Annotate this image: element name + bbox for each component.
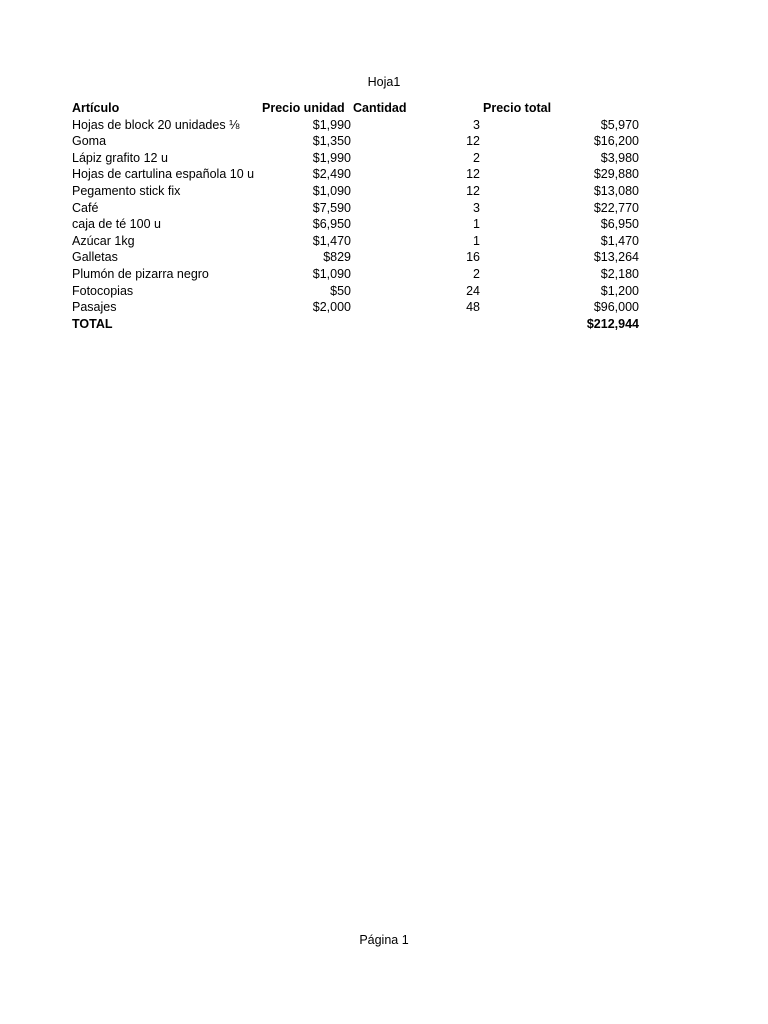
cell-item: Goma [72, 134, 107, 149]
table-row [72, 117, 642, 134]
table-row [72, 283, 642, 300]
cell-total-price: $1,470 [600, 233, 639, 248]
cell-unit-price: $7,590 [312, 200, 351, 215]
cell-quantity: 2 [473, 150, 480, 165]
cell-unit-price: $6,950 [312, 217, 351, 232]
cell-quantity: 12 [466, 167, 480, 182]
cell-total-price: $13,080 [593, 183, 639, 198]
table-row [72, 150, 642, 167]
page-number: Página 1 [359, 933, 409, 947]
cell-item: Café [72, 200, 99, 215]
cell-item: Azúcar 1kg [72, 233, 135, 248]
cell-unit-price: $1,090 [312, 266, 351, 281]
cell-total-price: $13,264 [593, 250, 639, 265]
column-header-quantity: Cantidad [353, 101, 407, 115]
cell-item: Hojas de block 20 unidades ⅛ [72, 117, 240, 132]
cell-item: Pasajes [72, 300, 117, 315]
spreadsheet-table [72, 100, 642, 332]
cell-item: Plumón de pizarra negro [72, 266, 209, 281]
cell-total-price: $1,200 [600, 283, 639, 298]
cell-quantity: 16 [466, 250, 480, 265]
total-label: TOTAL [72, 316, 113, 331]
cell-total-price: $2,180 [600, 266, 639, 281]
cell-quantity: 1 [473, 217, 480, 232]
cell-quantity: 2 [473, 266, 480, 281]
cell-quantity: 12 [466, 134, 480, 149]
cell-unit-price: $1,090 [312, 183, 351, 198]
cell-unit-price: $1,990 [312, 117, 351, 132]
cell-quantity: 1 [473, 233, 480, 248]
table-row [72, 249, 642, 266]
cell-quantity: 3 [473, 117, 480, 132]
cell-unit-price: $829 [323, 250, 351, 265]
table-header-row [72, 100, 642, 117]
total-value: $212,944 [586, 316, 639, 331]
table-row [72, 166, 642, 183]
cell-item: caja de té 100 u [72, 217, 161, 232]
table-row [72, 133, 642, 150]
cell-unit-price: $2,000 [312, 300, 351, 315]
table-row [72, 200, 642, 217]
cell-total-price: $5,970 [600, 117, 639, 132]
cell-item: Fotocopias [72, 283, 134, 298]
cell-item: Lápiz grafito 12 u [72, 150, 168, 165]
cell-item: Hojas de cartulina española 10 u [72, 167, 255, 182]
cell-quantity: 12 [466, 183, 480, 198]
cell-total-price: $6,950 [600, 217, 639, 232]
table-row [72, 233, 642, 250]
column-header-total-price: Precio total [483, 101, 552, 115]
cell-total-price: $96,000 [593, 300, 639, 315]
cell-unit-price: $1,470 [312, 233, 351, 248]
cell-quantity: 3 [473, 200, 480, 215]
cell-quantity: 48 [466, 300, 480, 315]
cell-quantity: 24 [466, 283, 480, 298]
cell-item: Pegamento stick fix [72, 183, 181, 198]
table-row [72, 266, 642, 283]
sheet-title: Hoja1 [367, 75, 401, 89]
cell-total-price: $16,200 [593, 134, 639, 149]
table-row [72, 216, 642, 233]
cell-total-price: $29,880 [593, 167, 639, 182]
column-header-item: Artículo [72, 101, 120, 115]
cell-unit-price: $1,350 [312, 134, 351, 149]
cell-total-price: $3,980 [600, 150, 639, 165]
cell-unit-price: $1,990 [312, 150, 351, 165]
table-row [72, 299, 642, 316]
cell-item: Galletas [72, 250, 118, 265]
total-row [72, 316, 642, 333]
cell-unit-price: $2,490 [312, 167, 351, 182]
table-row [72, 183, 642, 200]
column-header-unit-price: Precio unidad [262, 101, 345, 115]
cell-unit-price: $50 [330, 283, 351, 298]
table-body [72, 117, 642, 316]
cell-total-price: $22,770 [593, 200, 639, 215]
